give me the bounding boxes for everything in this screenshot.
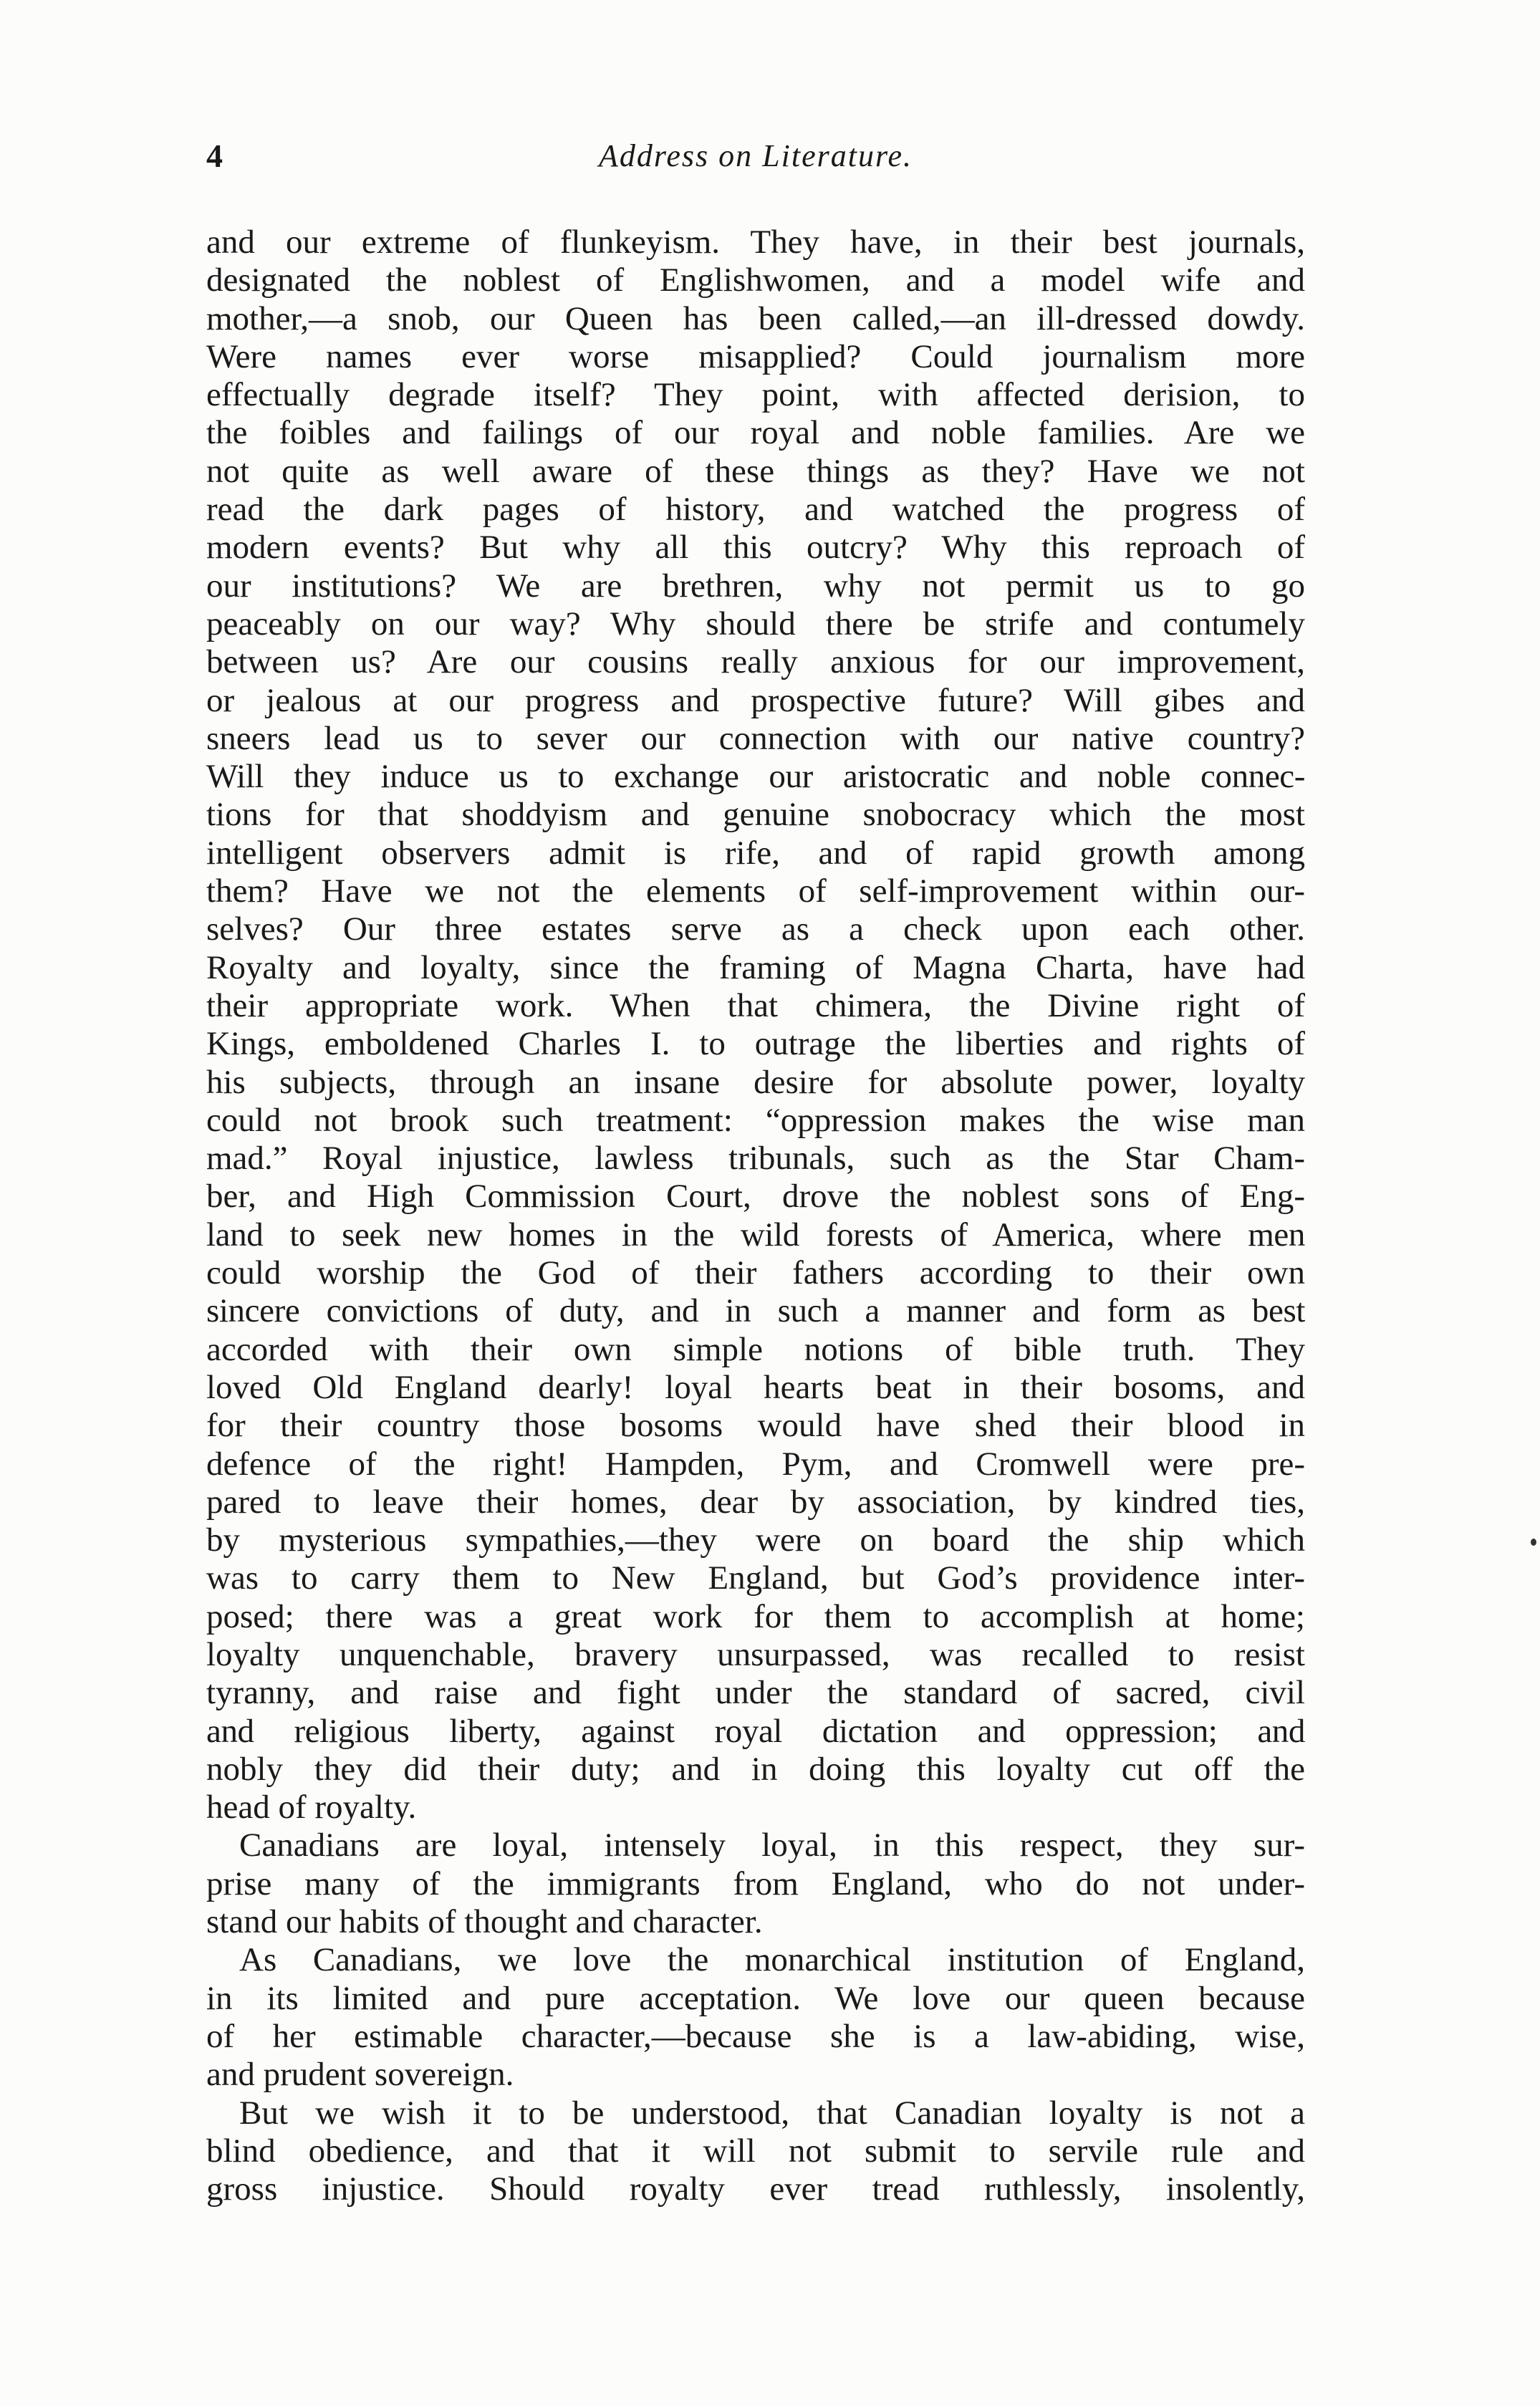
ink-speck [1531,1539,1536,1546]
text-line: sincere convictions of duty, and in such a manner and form as best [206,1292,1305,1330]
text-line: Canadians are loyal, intensely loyal, in this respect, they sur- [239,1827,1305,1864]
text-line: prise many of the immigrants from England, who do not under- [206,1864,1305,1902]
text-line: the foibles and failings of our royal and noble families. Are we [206,414,1305,452]
text-line: his subjects, through an insane desire for absolute power, loyalty [206,1063,1305,1101]
text-line: land to seek new homes in the wild forests of America, where men [206,1216,1305,1253]
text-line: not quite as well aware of these things as they? Have we not [206,452,1305,490]
text-line: accorded with their own simple notions of bible truth. They [206,1330,1305,1368]
text-line: modern events? But why all this outcry? Why this reproach of [206,529,1305,567]
text-line: sneers lead us to sever our connection with our native country? [206,719,1305,757]
running-head [206,135,1305,178]
text-line: selves? Our three estates serve as a check upon each other. [206,910,1305,948]
text-line: tions for that shoddyism and genuine snobocracy which the most [206,796,1305,834]
text-line: But we wish it to be understood, that Canadian loyalty is not a [239,2094,1305,2132]
text-line: nobly they did their duty; and in doing this loyalty cut off the [206,1750,1305,1788]
text-line: by mysterious sympathies,—they were on board the ship which [206,1521,1305,1559]
text-line: Kings, emboldened Charles I. to outrage the liberties and rights of [206,1025,1305,1063]
text-line: and religious liberty, against royal dictation and oppression; and [206,1712,1305,1750]
text-line: ber, and High Commission Court, drove the noblest sons of Eng- [206,1178,1305,1216]
text-line: Were names ever worse misapplied? Could journalism more [206,337,1305,375]
text-line: could worship the God of their fathers according to their own [206,1254,1305,1292]
body-text [206,223,1305,2208]
text-line: stand our habits of thought and character. [206,1903,763,1941]
text-line: blind obedience, and that it will not submit to servile rule and [206,2132,1305,2170]
text-line: them? Have we not the elements of self-improvement within our- [206,872,1305,910]
text-line: loved Old England dearly! loyal hearts beat in their bosoms, and [206,1368,1305,1406]
text-line: gross injustice. Should royalty ever tread ruthlessly, insolently, [206,2170,1305,2208]
text-line: defence of the right! Hampden, Pym, and Cromwell were pre- [206,1445,1305,1483]
text-line: our institutions? We are brethren, why not permit us to go [206,567,1305,605]
text-line: intelligent observers admit is rife, and of rapid growth among [206,834,1305,872]
page-number: 4 [206,138,223,174]
text-line: tyranny, and raise and fight under the standard of sacred, civil [206,1674,1305,1712]
text-line: As Canadians, we love the monarchical institution of England, [239,1941,1305,1979]
text-line: designated the noblest of Englishwomen, and a model wife and [206,261,1305,299]
text-line: and prudent sovereign. [206,2056,514,2094]
text-line: Will they induce us to exchange our aristocratic and noble connec- [206,758,1305,796]
text-line: could not brook such treatment: “oppression makes the wise man [206,1101,1305,1139]
text-line: in its limited and pure acceptation. We love our queen because [206,1979,1305,2017]
text-line: their appropriate work. When that chimera, the Divine right of [206,986,1305,1024]
running-title: Address on Literature. [599,138,913,173]
text-line: or jealous at our progress and prospective future? Will gibes and [206,681,1305,719]
text-line: of her estimable character,—because she is a law-abiding, wise, [206,2017,1305,2055]
text-line: and our extreme of flunkeyism. They have, in their best journals, [206,223,1305,261]
text-line: for their country those bosoms would have shed their blood in [206,1407,1305,1445]
text-line: was to carry them to New England, but God’s providence inter- [206,1559,1305,1597]
text-line: effectually degrade itself? They point, with affected derision, to [206,376,1305,414]
text-line: mother,—a snob, our Queen has been called,—an ill-dressed dowdy. [206,299,1305,337]
text-line: Royalty and loyalty, since the framing of Magna Charta, have had [206,948,1305,986]
text-line: peaceably on our way? Why should there be strife and contumely [206,605,1305,643]
text-line: pared to leave their homes, dear by association, by kindred ties, [206,1483,1305,1521]
text-line: posed; there was a great work for them to accomplish at home; [206,1597,1305,1635]
text-line: read the dark pages of history, and watched the progress of [206,491,1305,529]
text-line: loyalty unquenchable, bravery unsurpassed, was recalled to resist [206,1635,1305,1673]
text-line: head of royalty. [206,1789,417,1827]
text-line: mad.” Royal injustice, lawless tribunals, such as the Star Cham- [206,1140,1305,1178]
text-line: between us? Are our cousins really anxious for our improvement, [206,643,1305,681]
